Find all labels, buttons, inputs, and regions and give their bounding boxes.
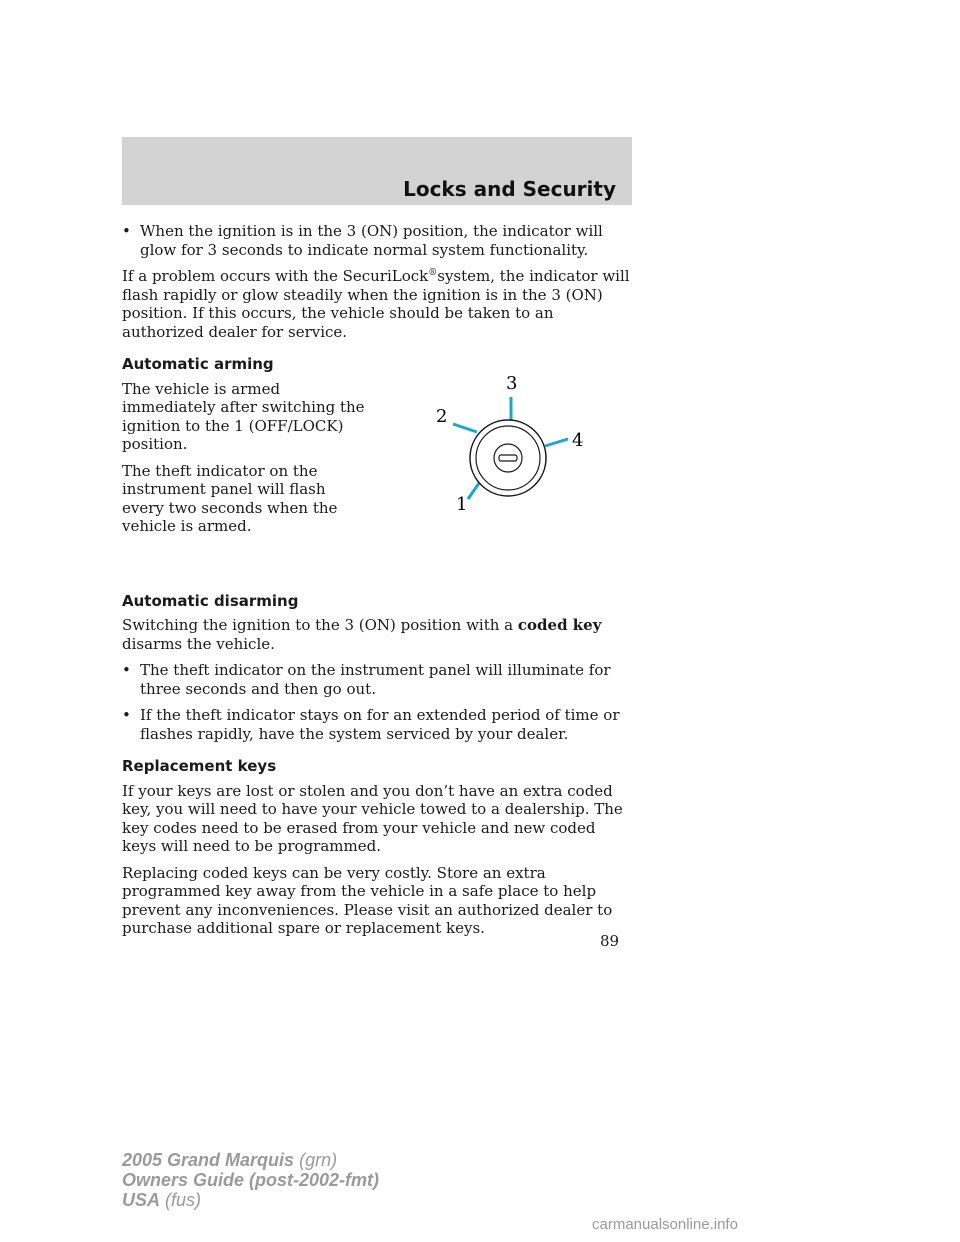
footer-line [122,1190,379,1210]
paragraph: Replacing coded keys can be very costly. Store an extra programmed key away from the vehicle in a safe place to help prevent any inconveniences. Please visit an authorized dealer to purchase additional spare or replacement keys. [122,863,613,937]
footer-market: USA [122,1190,161,1210]
paragraph: The vehicle is armed immediately after switching the ignition to the 1 (OFF/LOCK) position. [122,379,365,453]
registered-mark: ® [428,268,438,278]
heading-automatic-arming: Automatic arming [122,355,274,373]
paragraph: The theft indicator on the instrument panel will flash every two seconds when the vehicle is armed. [122,461,338,535]
ignition-positions-diagram [420,360,610,520]
paragraph-text: disarms the vehicle. [122,634,275,653]
position-label-4: 4 [572,430,584,451]
paragraph [122,267,634,341]
document-footer [122,1150,379,1210]
paragraph-text: system, the indicator will flash rapidly or glow steadily when the ignition is in the 3 (ON) position. If this occurs, the vehicle should be taken to an authorized dealer for service. [122,267,630,341]
bold-term: coded key [517,616,602,634]
position-2-line [453,424,477,432]
page-number: 89 [600,932,620,950]
paragraph-text: Switching the ignition to the 3 (ON) position with a [122,616,514,634]
bullet-text: When the ignition is in the 3 (ON) position, the indicator will glow for 3 seconds to indicate normal system functionality. [140,222,603,259]
bullet-icon: • [122,706,131,724]
bullet-text: The theft indicator on the instrument panel will illuminate for three seconds and then go out. [140,661,611,698]
key-cylinder-icon [494,444,522,472]
footer-code: (fus) [165,1190,202,1210]
position-label-1: 1 [456,494,468,515]
paragraph-text: If a problem occurs with the SecuriLock [122,267,429,285]
heading-automatic-disarming: Automatic disarming [122,591,299,610]
section-title: Locks and Security [403,177,616,201]
footer-code: (grn) [299,1150,338,1170]
footer-line: Owners Guide (post-2002-fmt) [122,1170,380,1190]
paragraph [122,616,634,653]
bullet-icon: • [122,222,131,240]
section-header-band [122,137,632,205]
bullet-icon: • [122,661,131,679]
position-4-line [545,439,568,446]
footer-line [122,1150,379,1170]
arming-column [122,380,372,536]
page-body [122,222,634,946]
position-label-3: 3 [506,373,518,394]
list-item [122,222,634,259]
footer-model: 2005 Grand Marquis [122,1150,295,1170]
bullet-text: If the theft indicator stays on for an extended period of time or flashes rapidly, have the system serviced by your dealer. [140,706,620,743]
paragraph: If your keys are lost or stolen and you don’t have an extra coded key, you will need to have your vehicle towed to a dealership. The key codes need to be erased from your vehicle and new coded keys will need to be programmed. [122,781,623,855]
position-label-2: 2 [436,406,448,427]
list-item [122,661,634,698]
watermark-link[interactable]: carmanualsonline.info [592,1216,738,1233]
heading-replacement-keys: Replacement keys [122,757,277,775]
list-item [122,706,634,743]
